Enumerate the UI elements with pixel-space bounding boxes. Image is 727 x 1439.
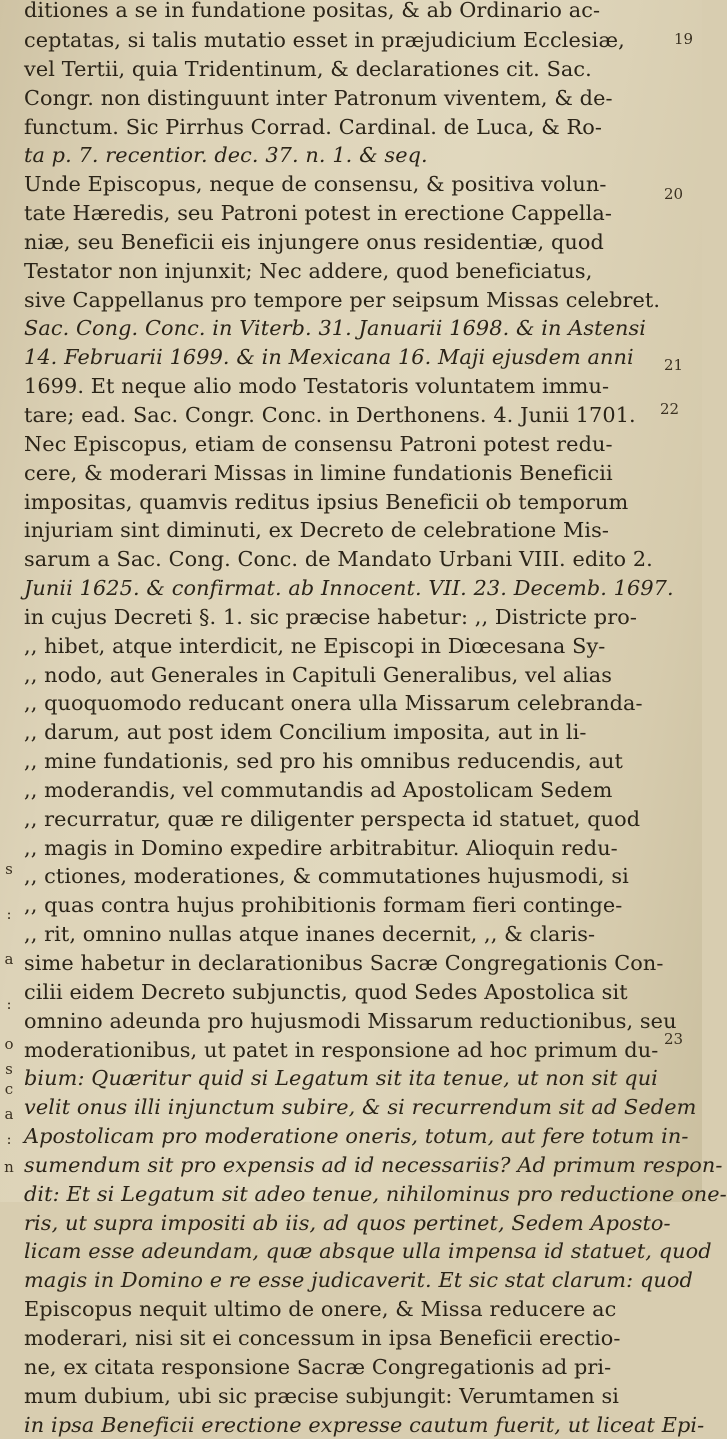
text-line: sarum a Sac. Cong. Conc. de Mandato Urbani VIII. edito 2. xyxy=(24,545,666,574)
text-line: ditiones a se in fundatione positas, & ab Ordinario ac- xyxy=(24,0,666,26)
text-line: functum. Sic Pirrhus Corrad. Cardinal. de Luca, & Ro- xyxy=(24,113,666,142)
text-line: Testator non injunxit; Nec addere, quod beneficiatus, xyxy=(24,257,666,286)
margin-number: 23 xyxy=(664,1030,683,1048)
text-line: in cujus Decreti §. 1. sic præcise habetur: ,, Districte pro- xyxy=(24,603,666,632)
text-line: Congr. non distinguunt inter Patronum viventem, & de- xyxy=(24,84,666,113)
left-margin-letter: c xyxy=(0,1080,18,1098)
left-margin-letter: : xyxy=(0,905,18,923)
text-line: impositas, quamvis reditus ipsius Beneficii ob temporum xyxy=(24,488,666,517)
left-margin-letter: s xyxy=(0,1060,18,1078)
left-margin-letter: a xyxy=(0,1105,18,1123)
text-line: ,, recurratur, quæ re diligenter perspecta id statuet, quod xyxy=(24,805,666,834)
text-line: in ipsa Beneficii erectione expresse cautum fuerit, ut liceat Epi- xyxy=(24,1411,666,1439)
margin-number: 20 xyxy=(664,185,683,203)
text-line: moderari, nisi sit ei concessum in ipsa Beneficii erectio- xyxy=(24,1324,666,1353)
text-line: ,, ctiones, moderationes, & commutationes hujusmodi, si xyxy=(24,862,666,891)
text-line: 1699. Et neque alio modo Testatoris voluntatem immu- xyxy=(24,372,666,401)
text-line: magis in Domino e re esse judicaverit. Et sic stat clarum: quod xyxy=(24,1266,666,1295)
text-line: ta p. 7. recentior. dec. 37. n. 1. & seq. xyxy=(24,141,666,170)
margin-number: 21 xyxy=(664,356,683,374)
left-margin-letter: s xyxy=(0,860,18,878)
text-line: moderationibus, ut patet in responsione ad hoc primum du- xyxy=(24,1036,666,1065)
text-line: Unde Episcopus, neque de consensu, & positiva volun- xyxy=(24,170,666,199)
text-line: licam esse adeundam, quæ absque ulla impensa id statuet, quod xyxy=(24,1237,666,1266)
text-line: ,, moderandis, vel commutandis ad Apostolicam Sedem xyxy=(24,776,666,805)
text-line: niæ, seu Beneficii eis injungere onus residentiæ, quod xyxy=(24,228,666,257)
text-line: tare; ead. Sac. Congr. Conc. in Derthonens. 4. Junii 1701. xyxy=(24,401,666,430)
text-line: Apostolicam pro moderatione oneris, totum, aut fere totum in- xyxy=(24,1122,666,1151)
text-line: ,, quas contra hujus prohibitionis formam fieri continge- xyxy=(24,891,666,920)
text-line: ,, quoquomodo reducant onera ulla Missarum celebranda- xyxy=(24,689,666,718)
text-line: mum dubium, ubi sic præcise subjungit: Verumtamen si xyxy=(24,1382,666,1411)
text-line: dit: Et si Legatum sit adeo tenue, nihilominus pro reductione one- xyxy=(24,1180,666,1209)
text-line: ,, darum, aut post idem Concilium imposita, aut in li- xyxy=(24,718,666,747)
text-line: Junii 1625. & confirmat. ab Innocent. VII. 23. Decemb. 1697. xyxy=(24,574,666,603)
text-line: sive Cappellanus pro tempore per seipsum Missas celebret. xyxy=(24,286,666,315)
text-line: Episcopus nequit ultimo de onere, & Missa reducere ac xyxy=(24,1295,666,1324)
text-line: ,, mine fundationis, sed pro his omnibus reducendis, aut xyxy=(24,747,666,776)
text-line: ,, rit, omnino nullas atque inanes decernit, ,, & claris- xyxy=(24,920,666,949)
text-line: ne, ex citata responsione Sacræ Congregationis ad pri- xyxy=(24,1353,666,1382)
text-line: cere, & moderari Missas in limine fundationis Beneficii xyxy=(24,459,666,488)
left-margin-letter: : xyxy=(0,1130,18,1148)
margin-number: 19 xyxy=(674,30,693,48)
text-line: injuriam sint diminuti, ex Decreto de celebratione Mis- xyxy=(24,516,666,545)
text-line: sime habetur in declarationibus Sacræ Congregationis Con- xyxy=(24,949,666,978)
left-margin-letter: n xyxy=(0,1158,18,1176)
text-line: ,, nodo, aut Generales in Capituli Generalibus, vel alias xyxy=(24,661,666,690)
left-margin-letter: : xyxy=(0,995,18,1013)
text-line: ceptatas, si talis mutatio esset in præjudicium Ecclesiæ, xyxy=(24,26,666,55)
text-line: 14. Februarii 1699. & in Mexicana 16. Maji ejusdem anni xyxy=(24,343,666,372)
text-line: velit onus illi injunctum subire, & si recurrendum sit ad Sedem xyxy=(24,1093,666,1122)
text-line: sumendum sit pro expensis ad id necessariis? Ad primum respon- xyxy=(24,1151,666,1180)
text-line: cilii eidem Decreto subjunctis, quod Sedes Apostolica sit xyxy=(24,978,666,1007)
text-line: Sac. Cong. Conc. in Viterb. 31. Januarii 1698. & in Astensi xyxy=(24,314,666,343)
text-line: tate Hæredis, seu Patroni potest in erectione Cappella- xyxy=(24,199,666,228)
left-margin-letter: o xyxy=(0,1035,18,1053)
text-line: Nec Episcopus, etiam de consensu Patroni potest redu- xyxy=(24,430,666,459)
text-line: omnino adeunda pro hujusmodi Missarum reductionibus, seu xyxy=(24,1007,666,1036)
left-margin-letter: a xyxy=(0,950,18,968)
text-line: vel Tertii, quia Tridentinum, & declarationes cit. Sac. xyxy=(24,55,666,84)
text-line: ris, ut supra impositi ab iis, ad quos pertinet, Sedem Aposto- xyxy=(24,1209,666,1238)
text-line: bium: Quæritur quid si Legatum sit ita tenue, ut non sit qui xyxy=(24,1064,666,1093)
text-line: ,, hibet, atque interdicit, ne Episcopi in Diœcesana Sy- xyxy=(24,632,666,661)
page-text xyxy=(24,0,666,1439)
margin-number: 22 xyxy=(660,400,679,418)
text-line: ,, magis in Domino expedire arbitrabitur. Alioquin redu- xyxy=(24,834,666,863)
